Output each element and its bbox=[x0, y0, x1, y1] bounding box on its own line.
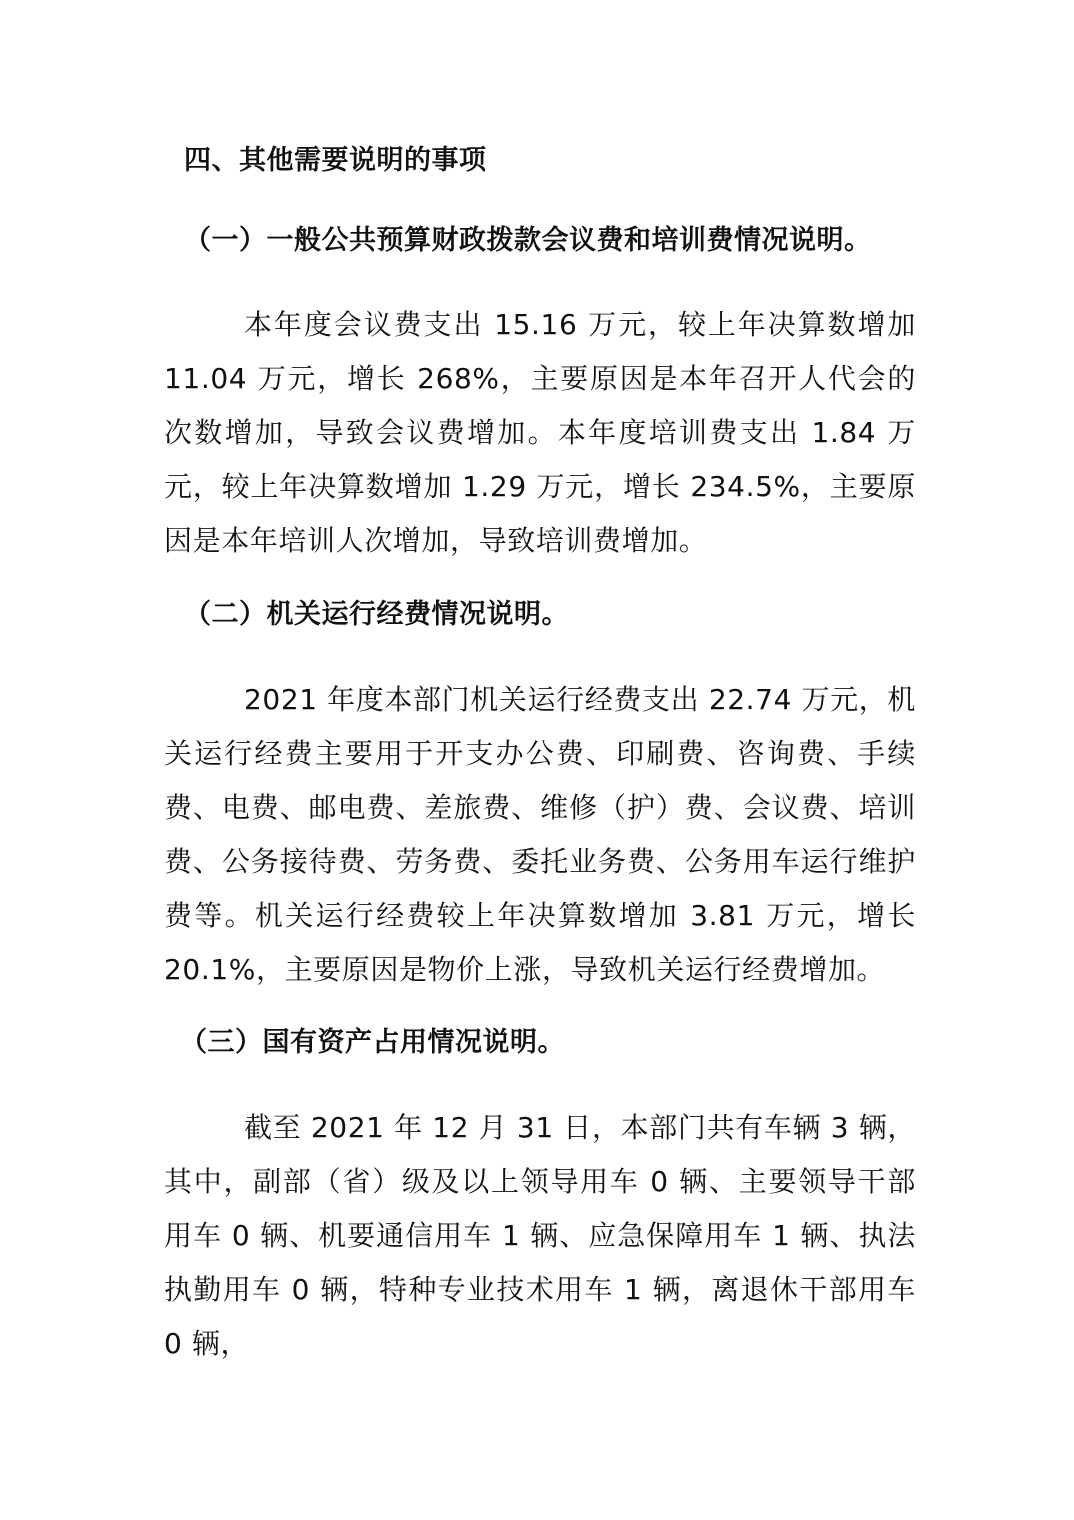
paragraph-state-assets: 截至 2021 年 12 月 31 日，本部门共有车辆 3 辆，其中，副部（省）级及以上领导用车 0 辆、主要领导干部用车 0 辆、机要通信用车 1 辆、应急保障用车 1 辆、执法执勤用车 0 辆，特种专业技术用车 1 辆，离退休干部用车 0 辆， bbox=[164, 1111, 916, 1360]
subsection-heading-state-assets: （三）国有资产占用情况说明。 bbox=[180, 1027, 565, 1058]
subsection-heading-operating-expenses: （二）机关运行经费情况说明。 bbox=[184, 599, 569, 630]
paragraph-meeting-training: 本年度会议费支出 15.16 万元，较上年决算数增加 11.04 万元，增长 268%，主要原因是本年召开人代会的次数增加，导致会议费增加。本年度培训费支出 1.84 万元，较上年决算数增加 1.29 万元，增长 234.5%，主要原因是本年培训人次增加，导致培训费增加。 bbox=[164, 308, 916, 557]
paragraph-operating-expenses: 2021 年度本部门机关运行经费支出 22.74 万元，机关运行经费主要用于开支办公费、印刷费、咨询费、手续费、电费、邮电费、差旅费、维修（护）费、会议费、培训费、公务接待费、劳务费、委托业务费、公务用车运行维护费等。机关运行经费较上年决算数增加 3.81 万元，增长 20.1%，主要原因是物价上涨，导致机关运行经费增加。 bbox=[164, 683, 916, 986]
subsection-heading-meeting-training: （一）一般公共预算财政拨款会议费和培训费情况说明。 bbox=[184, 225, 872, 256]
section-heading: 四、其他需要说明的事项 bbox=[184, 145, 487, 176]
